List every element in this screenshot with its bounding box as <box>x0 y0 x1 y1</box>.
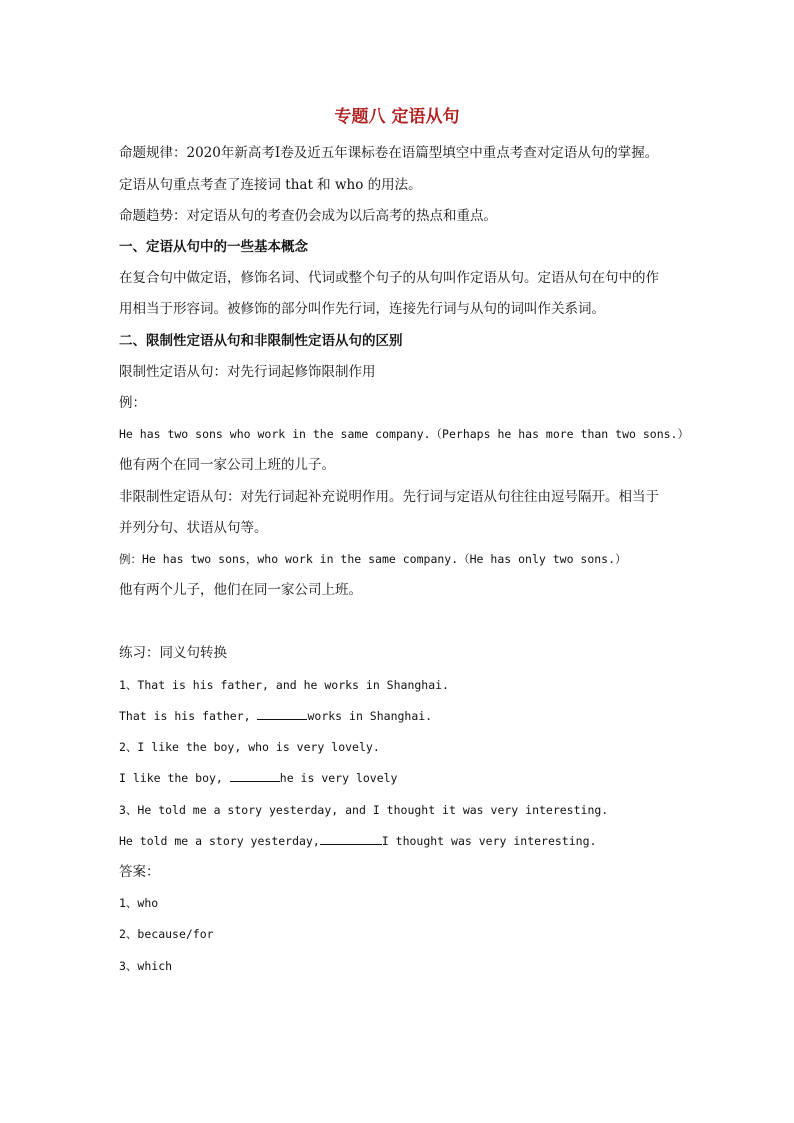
exercise-rewrite-3 <box>119 831 596 851</box>
section1-text-line-1: 在复合句中做定语，修饰名词、代词或整个句子的从句叫作定语从句。定语从句在句中的作 <box>119 270 659 286</box>
exercise-question-3: 3、He told me a story yesterday, and I thought it was very interesting. <box>119 803 609 817</box>
exercise-question-2: 2、I like the boy, who is very lovely. <box>119 740 380 754</box>
answer-blank-2[interactable] <box>230 768 280 782</box>
restrictive-definition: 限制性定语从句：对先行词起修饰限制作用 <box>119 364 376 380</box>
restrictive-example-en: He has two sons who work in the same company.（Perhaps he has more than two sons.） <box>119 427 689 441</box>
rewrite-2-prefix: I like the boy, <box>119 771 230 785</box>
rewrite-1-prefix: That is his father, <box>119 709 258 723</box>
nonrestrictive-definition-line-1: 非限制性定语从句：对先行词起补充说明作用。先行词与定语从句往往由逗号隔开。相当于 <box>119 489 659 505</box>
exercise-heading: 练习：同义句转换 <box>119 645 227 661</box>
answer-blank-1[interactable] <box>257 706 307 720</box>
answer-blank-3[interactable] <box>320 831 382 845</box>
exercise-rewrite-1 <box>119 706 432 726</box>
section1-heading: 一、定语从句中的一些基本概念 <box>119 239 308 255</box>
rewrite-3-suffix: I thought was very interesting. <box>381 834 597 848</box>
answers-heading: 答案： <box>119 864 160 880</box>
rewrite-1-suffix: works in Shanghai. <box>307 709 433 723</box>
intro-trend-line: 命题趋势：对定语从句的考查仍会成为以后高考的热点和重点。 <box>119 208 497 224</box>
rewrite-2-suffix: he is very lovely <box>279 771 398 785</box>
answer-3: 3、which <box>119 959 173 973</box>
example-label: 例： <box>119 395 146 411</box>
rewrite-3-prefix: He told me a story yesterday, <box>119 834 320 848</box>
section2-heading: 二、限制性定语从句和非限制性定语从句的区别 <box>119 333 403 349</box>
nonrestrictive-example-en: 例：He has two sons，who work in the same company.（He has only two sons.） <box>119 552 627 566</box>
nonrestrictive-example-cn: 他有两个儿子，他们在同一家公司上班。 <box>119 582 362 598</box>
answer-2: 2、because/for <box>119 927 214 941</box>
exercise-rewrite-2 <box>119 768 397 788</box>
intro-rule-line-2: 定语从句重点考查了连接词 that 和 who 的用法。 <box>119 177 422 193</box>
nonrestrictive-definition-line-2: 并列分句、状语从句等。 <box>119 520 268 536</box>
section1-text-line-2: 用相当于形容词。被修饰的部分叫作先行词，连接先行词与从句的词叫作关系词。 <box>119 301 605 317</box>
restrictive-example-cn: 他有两个在同一家公司上班的儿子。 <box>119 457 335 473</box>
intro-rule-line-1: 命题规律：2020年新高考Ⅰ卷及近五年课标卷在语篇型填空中重点考查对定语从句的掌握。 <box>119 145 659 161</box>
page-title: 专题八 定语从句 <box>334 107 460 127</box>
exercise-question-1: 1、That is his father, and he works in Shanghai. <box>119 678 449 692</box>
answer-1: 1、who <box>119 896 159 910</box>
